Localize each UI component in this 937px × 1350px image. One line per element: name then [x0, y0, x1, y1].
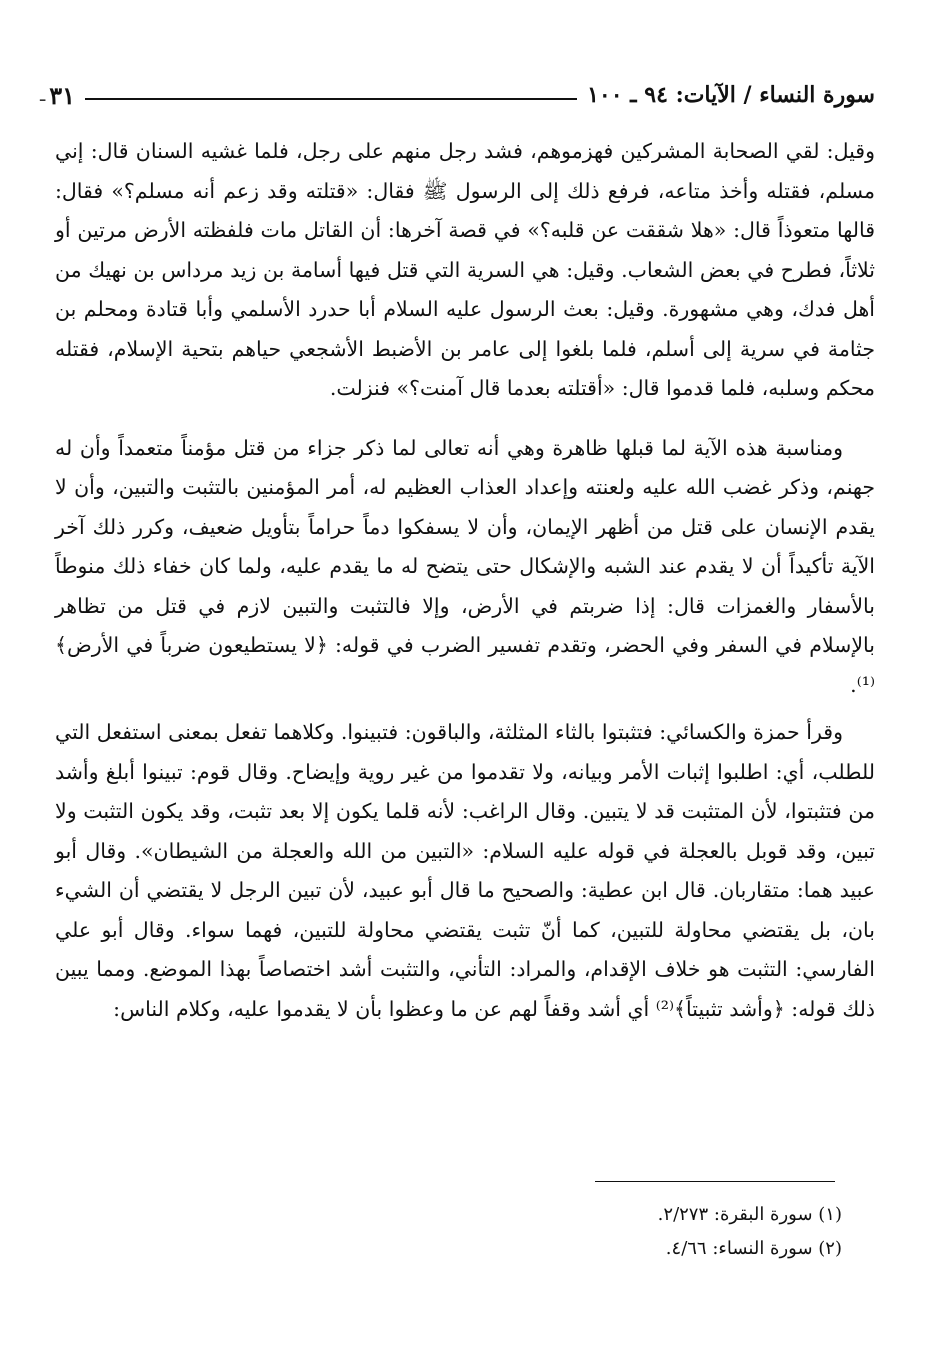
footnote-1: (١) سورة البقرة: ٢/٢٧٣.: [657, 1204, 842, 1225]
footnote-2: (٢) سورة النساء: ٤/٦٦.: [665, 1238, 842, 1259]
footnote-separator: [595, 1181, 835, 1182]
paragraph-2: ومناسبة هذه الآية لما قبلها ظاهرة وهي أنه تعالى لما ذكر جزاء من قتل مؤمناً متعمداً وأن له جهنم، وذكر غضب الله عليه ولعنته وإعداد العذاب العظيم له، أمر المؤمنين بالتثبت والتبين، وأن لا يقدم الإنسان على قتل من أظهر الإيمان، وأن لا يسفكوا دماً حراماً بتأويل ضعيف، وكرر ذلك آخر الآية تأكيداً أن لا يقدم عند الشبه والإشكال حتى يتضح له ما يقدم عليه، ولما كان خفاء ذلك منوطاً بالأسفار والغمزات قال: إذا ضربتم في الأرض، وإلا فالتثبت والتبين لازم في قتل من تظاهر بالإسلام في السفر وفي الحضر، وتقدم تفسير الضرب في قوله: ﴿لا يستطيعون ضرباً في الأرض﴾⁽¹⁾.: [55, 435, 875, 697]
header-rule: [85, 98, 577, 100]
surah-title: سورة النساء / الآيات: ٩٤ ـ ١٠٠: [587, 82, 875, 108]
paragraph-1: وقيل: لقي الصحابة المشركين فهزموهم، فشد رجل منهم على رجل، فلما غشيه السنان قال: إني مسلم، فقتله وأخذ متاعه، فرفع ذلك إلى الرسول ﷺ فقال: «قتلته وقد زعم أنه مسلم؟» فقال: قالها متعوذاً قال: «هلا شققت عن قلبه؟» في قصة آخرها: أن القاتل مات فلفظته الأرض مرتين أو ثلاثاً، فطرح في بعض الشعاب. وقيل: هي السرية التي قتل فيها أسامة بن زيد مرداس بن نهيك من أهل فدك، وهي مشهورة. وقيل: بعث الرسول عليه السلام أبا حدرد الأسلمي وأبا قتادة ومحلم بن جثامة في سرية إلى أسلم، فلما بلغوا إلى عامر بن الأضبط الأشجعي حياهم بتحية الإسلام، فقتله محكم وسلبه، فلما قدموا قال: «أقتلته بعدما قال آمنت؟» فنزلت.: [55, 139, 875, 400]
running-header: [40, 78, 875, 112]
paragraph-3: وقرأ حمزة والكسائي: فتثبتوا بالثاء المثلثة، والباقون: فتبينوا. وكلاهما تفعل بمعنى استفعل التي للطلب، أي: اطلبوا إثبات الأمر وبيانه، ولا تقدموا من غير روية وإيضاح. وقال قوم: تبينوا أبلغ وأشد من فتثبتوا، لأن المتثبت قد لا يتبين. وقال الراغب: لأنه قلما يكون إلا بعد تثبت، وقد يكون التثبت ولا تبين، وقد قوبل بالعجلة في قوله عليه السلام: «التبين من الله والعجلة من الشيطان». وقال أبو عبيد هما: متقاربان. قال ابن عطية: والصحيح ما قال أبو عبيد، لأن تبين الرجل لا يقتضي أن الشيء بان، بل يقتضي محاولة للتبين، كما أنّ تثبت يقتضي محاولة للتبين، فهما سواء. وقال أبو علي الفارسي: التثبت هو خلاف الإقدام، والمراد: التأني، والتثبت أشد اختصاصاً بهذا الموضع. ومما يبين ذلك قوله: ﴿وأشد تثبيتاً﴾⁽²⁾ أي أشد وقفاً لهم عن ما وعظوا بأن لا يقدموا عليه، وكلام الناس:: [55, 720, 875, 1021]
page-number: ٣١: [49, 80, 76, 110]
footnotes: [200, 1198, 842, 1266]
header-tick: ـ: [40, 84, 46, 106]
main-text: [55, 132, 875, 1029]
